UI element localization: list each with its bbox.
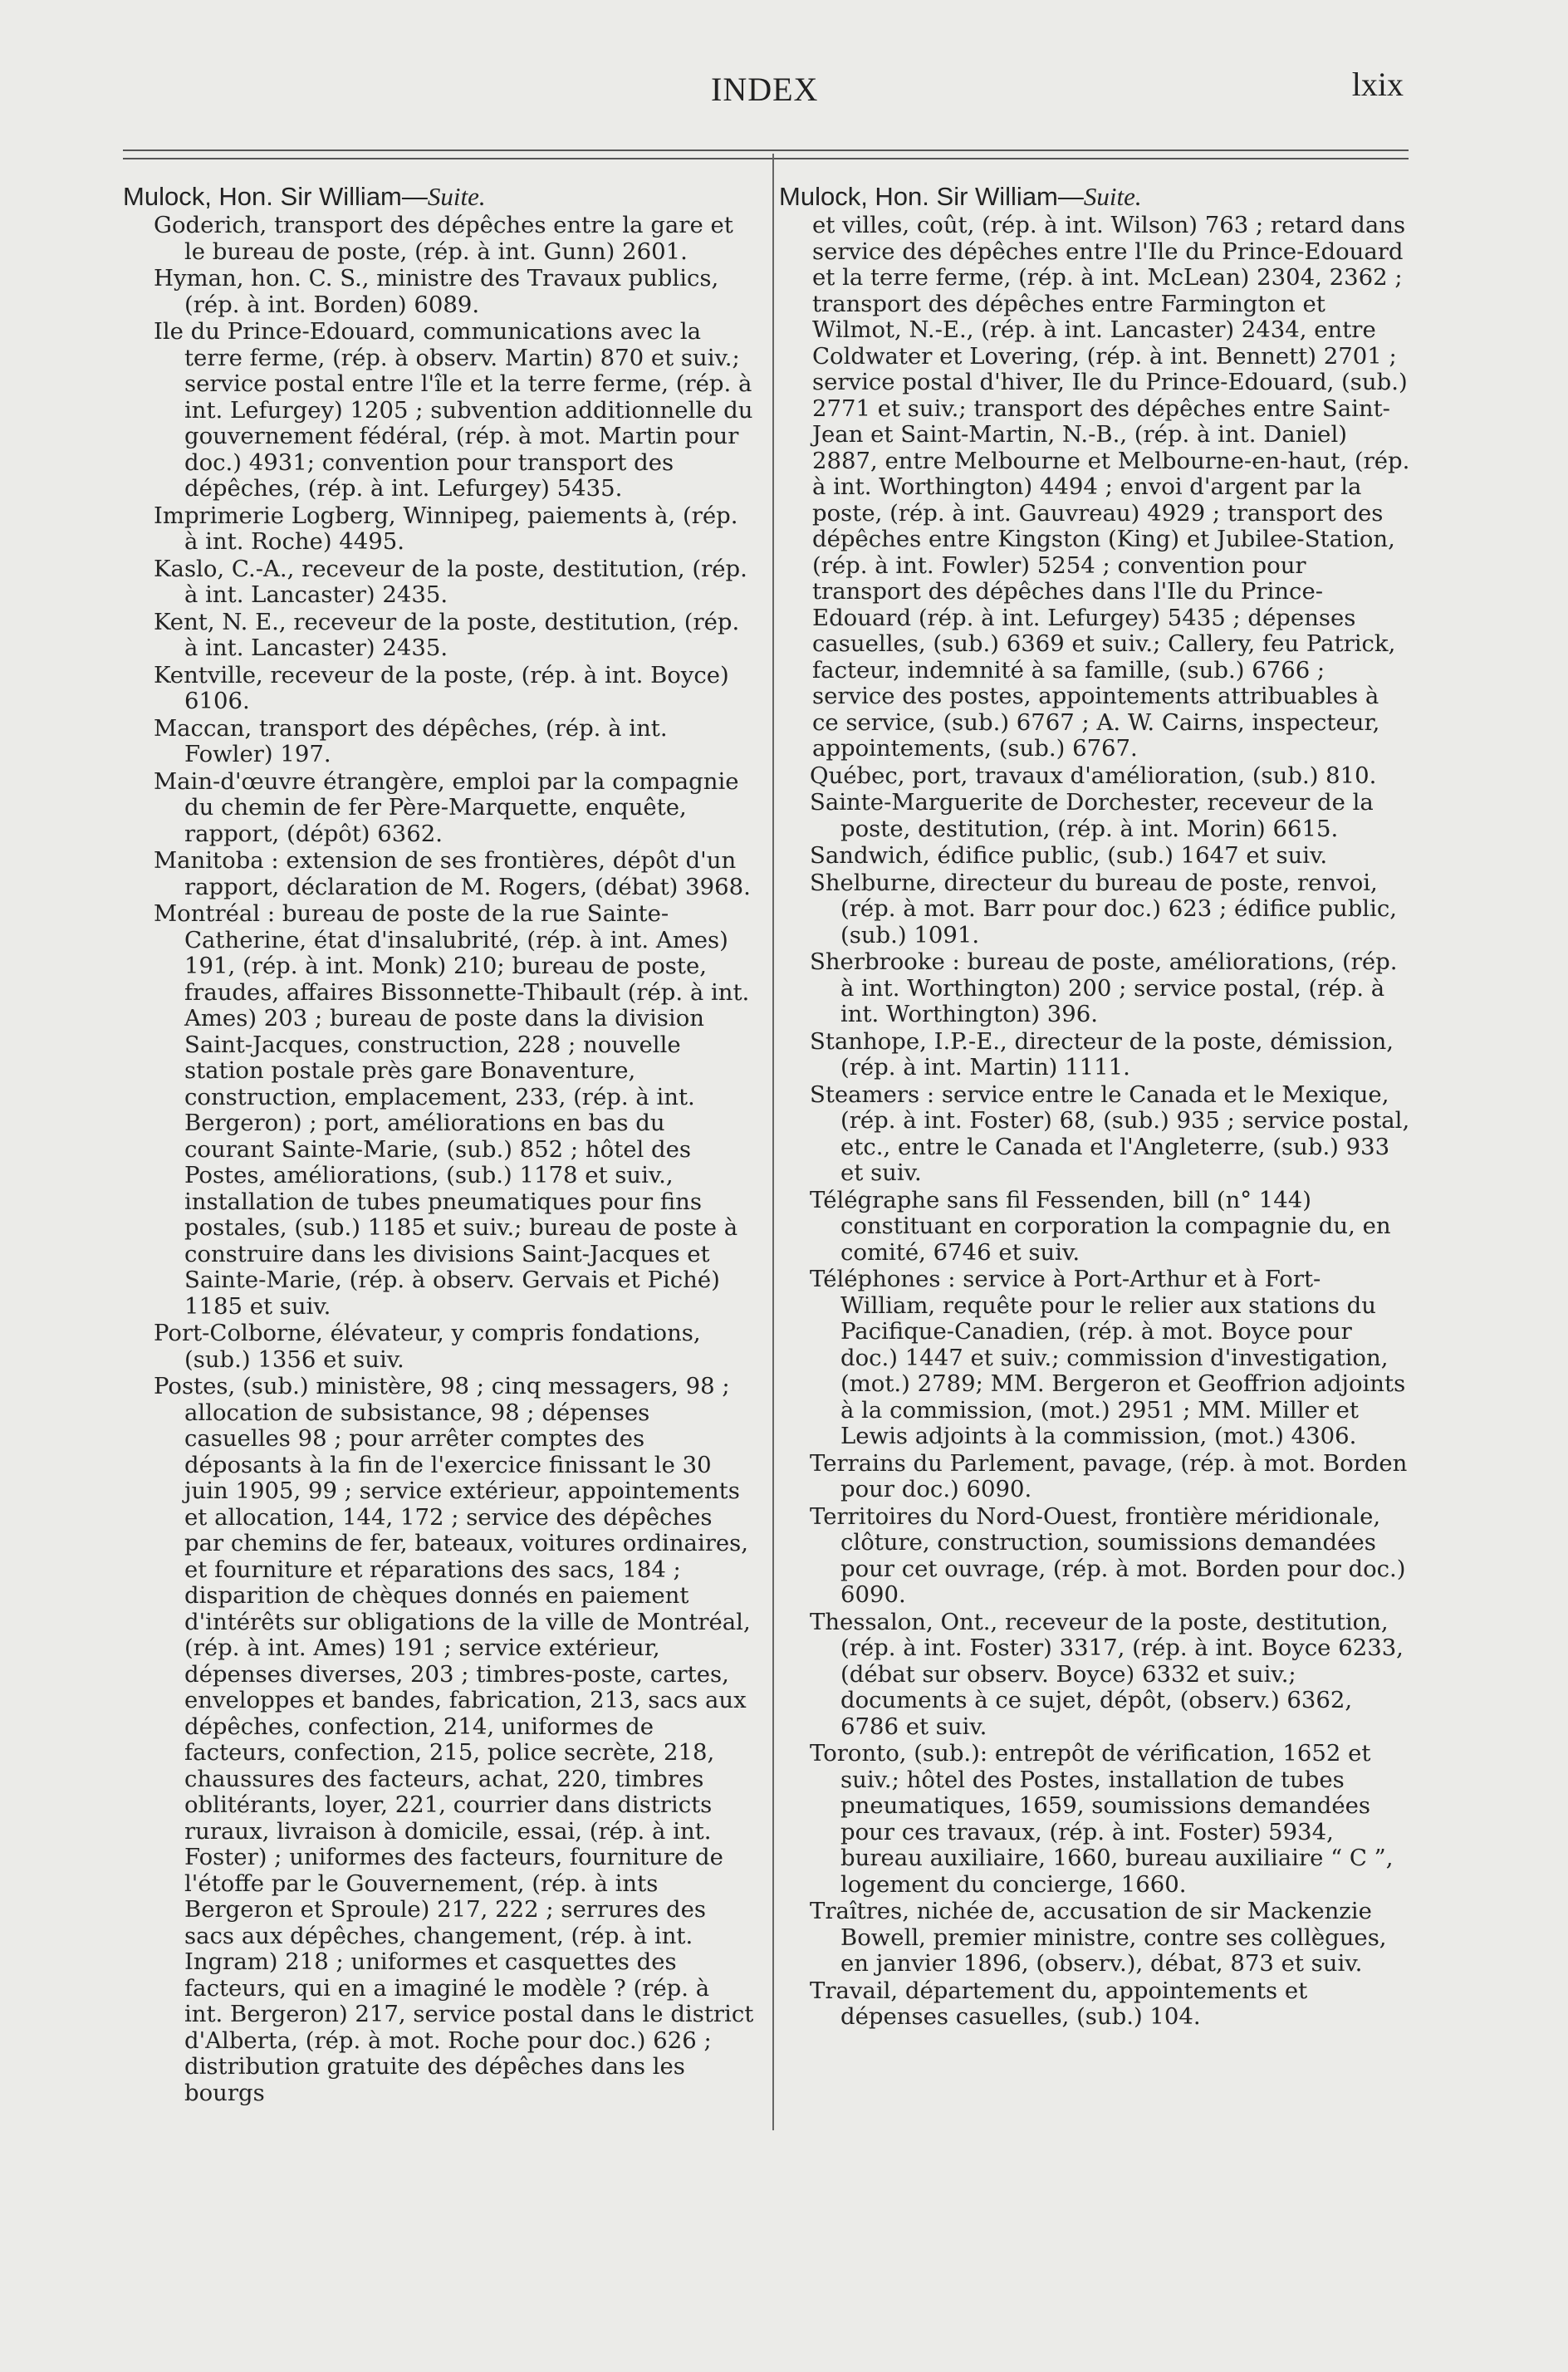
- index-entry: Hyman, hon. C. S., ministre des Travaux publics, (rép. à int. Borden) 6089.: [154, 265, 719, 318]
- index-entry: Stanhope, I.P.-E., directeur de la poste, démission, (rép. à int. Martin) 1111.: [810, 1027, 1394, 1081]
- index-entry: Sandwich, édifice public, (sub.) 1647 et suiv.: [810, 842, 1328, 869]
- heading-name: Mulock, Hon. Sir William—: [779, 182, 1084, 211]
- index-entry: Ile du Prince-Edouard, communications avec la terre ferme, (rép. à observ. Martin) 870 et suiv.; service postal entre l'île et la terre ferme, (rép. à int. Lefurgey) 1205 ; subvention additionnelle du gouvernement fédéral, (rép. à mot. Martin pour doc.) 4931; convention pour transport des dépêches, (rép. à int. Lefurgey) 5435.: [154, 318, 753, 502]
- right-column: [779, 183, 1410, 2031]
- index-entry: Traîtres, nichée de, accusation de sir Mackenzie Bowell, premier ministre, contre ses collègues, en janvier 1896, (observ.), débat, 873 et suiv.: [810, 1898, 1387, 1977]
- header-rule-top: [123, 149, 1409, 151]
- heading-suite: Suite.: [427, 182, 486, 211]
- index-entry: Port-Colborne, élévateur, y compris fondations, (sub.) 1356 et suiv.: [154, 1320, 701, 1373]
- index-entry-continuation: et villes, coût, (rép. à int. Wilson) 763 ; retard dans service des dépêches entre l'Ile du Prince-Edouard et la terre ferme, (rép. à int. McLean) 2304, 2362 ; transport des dépêches entre Farmington et Wilmot, N.-E., (rép. à int. Lancaster) 2434, entre Coldwater et Lovering, (rép. à int. Bennett) 2701 ; service postal d'hiver, Ile du Prince-Edouard, (sub.) 2771 et suiv.; transport des dépêches entre Saint-Jean et Saint-Martin, N.-B., (rép. à int. Daniel) 2887, entre Melbourne et Melbourne-en-haut, (rép. à int. Worthington) 4494 ; envoi d'argent par la poste, (rép. à int. Gauvreau) 4929 ; transport des dépêches entre Kingston (King) et Jubilee-Station, (rép. à int. Fowler) 5254 ; convention pour transport des dépêches dans l'Ile du Prince-Edouard (rép. à int. Lefurgey) 5435 ; dépenses casuelles, (sub.) 6369 et suiv.; Callery, feu Patrick, facteur, indemnité à sa famille, (sub.) 6766 ; service des postes, appointements attribuables à ce service, (sub.) 6767 ; A. W. Cairns, inspecteur, appointements, (sub.) 6767.: [812, 212, 1410, 762]
- page-number: lxix: [1351, 66, 1404, 103]
- header-rule-bottom: [123, 158, 1409, 159]
- index-entry: Terrains du Parlement, pavage, (rép. à mot. Borden pour doc.) 6090.: [810, 1449, 1408, 1502]
- index-entry: Sainte-Marguerite de Dorchester, receveur de la poste, destitution, (rép. à int. Morin) 6615.: [810, 789, 1374, 842]
- heading-suite: Suite.: [1083, 182, 1142, 211]
- index-entry: Goderich, transport des dépêches entre la gare et le bureau de poste, (rép. à int. Gunn) 2601.: [154, 212, 733, 265]
- index-entry: Thessalon, Ont., receveur de la poste, destitution, (rép. à int. Foster) 3317, (rép. à int. Boyce 6233, (débat sur observ. Boyce) 6332 et suiv.; documents à ce sujet, dépôt, (observ.) 6362, 6786 et suiv.: [810, 1608, 1404, 1740]
- column-divider: [772, 154, 774, 2130]
- heading-name: Mulock, Hon. Sir William—: [123, 182, 428, 211]
- index-entry: Shelburne, directeur du bureau de poste, renvoi, (rép. à mot. Barr pour doc.) 623 ; édifice public, (sub.) 1091.: [810, 869, 1398, 948]
- index-entry: Main-d'œuvre étrangère, emploi par la compagnie du chemin de fer Père-Marquette, enquête, rapport, (dépôt) 6362.: [154, 767, 739, 847]
- index-entry: Postes, (sub.) ministère, 98 ; cinq messagers, 98 ; allocation de subsistance, 98 ; dépenses casuelles 98 ; pour arrêter comptes des déposants à la fin de l'exercice finissant le 30 juin 1905, 99 ; service extérieur, appointements et allocation, 144, 172 ; service des dépêches par chemins de fer, bateaux, voitures ordinaires, et fourniture et réparations des sacs, 184 ; disparition de chèques donnés en paiement d'intérêts sur obligations de la ville de Montréal, (rép. à int. Ames) 191 ; service extérieur, dépenses diverses, 203 ; timbres-poste, cartes, enveloppes et bandes, fabrication, 213, sacs aux dépêches, confection, 214, uniformes de facteurs, confection, 215, police secrète, 218, chaussures des facteurs, achat, 220, timbres oblitérants, loyer, 221, courrier dans districts ruraux, livraison à domicile, essai, (rép. à int. Foster) ; uniformes des facteurs, fourniture de l'étoffe par le Gouvernement, (rép. à ints Bergeron et Sproule) 217, 222 ; serrures des sacs aux dépêches, changement, (rép. à int. Ingram) 218 ; uniformes et casquettes des facteurs, qui en a imaginé le modèle ? (rép. à int. Bergeron) 217, service postal dans le district d'Alberta, (rép. à mot. Roche pour doc.) 626 ; distribution gratuite des dépêches dans les bourgs: [154, 1373, 754, 2106]
- column-heading: [779, 183, 1410, 211]
- index-entry: Steamers : service entre le Canada et le Mexique, (rép. à int. Foster) 68, (sub.) 935 ; service postal, etc., entre le Canada et l'Angleterre, (sub.) 933 et suiv.: [810, 1081, 1410, 1186]
- index-entry: Travail, département du, appointements et dépenses casuelles, (sub.) 104.: [810, 1977, 1308, 2030]
- index-entry: Toronto, (sub.): entrepôt de vérification, 1652 et suiv.; hôtel des Postes, installation de tubes pneumatiques, 1659, soumissions demandées pour ces travaux, (rép. à int. Foster) 5934, bureau auxiliaire, 1660, bureau auxiliaire “ C ”, logement du concierge, 1660.: [810, 1740, 1394, 1898]
- index-entry: Kaslo, C.-A., receveur de la poste, destitution, (rép. à int. Lancaster) 2435.: [154, 555, 747, 608]
- index-entry: Sherbrooke : bureau de poste, améliorations, (rép. à int. Worthington) 200 ; service postal, (rép. à int. Worthington) 396.: [810, 948, 1398, 1027]
- index-entry: Imprimerie Logberg, Winnipeg, paiements à, (rép. à int. Roche) 4495.: [154, 502, 738, 555]
- index-entry: Maccan, transport des dépêches, (rép. à int. Fowler) 197.: [154, 714, 668, 767]
- page-title: INDEX: [711, 71, 819, 108]
- index-entry: Montréal : bureau de poste de la rue Sainte-Catherine, état d'insalubrité, (rép. à int. Ames) 191, (rép. à int. Monk) 210; bureau de poste, fraudes, affaires Bissonnette-Thibault (rép. à int. Ames) 203 ; bureau de poste dans la division Saint-Jacques, construction, 228 ; nouvelle station postale près gare Bonaventure, construction, emplacement, 233, (rép. à int. Bergeron) ; port, améliorations en bas du courant Sainte-Marie, (sub.) 852 ; hôtel des Postes, améliorations, (sub.) 1178 et suiv., installation de tubes pneumatiques pour fins postales, (sub.) 1185 et suiv.; bureau de poste à construire dans les divisions Saint-Jacques et Sainte-Marie, (rép. à observ. Gervais et Piché) 1185 et suiv.: [154, 900, 750, 1320]
- column-heading: [123, 183, 754, 211]
- index-entry: Télégraphe sans fil Fessenden, bill (n° 144) constituant en corporation la compagnie du, en comité, 6746 et suiv.: [810, 1186, 1391, 1266]
- index-entry: Kentville, receveur de la poste, (rép. à int. Boyce) 6106.: [154, 661, 729, 714]
- index-entry: Québec, port, travaux d'amélioration, (sub.) 810.: [810, 762, 1377, 789]
- left-column: [123, 183, 754, 2107]
- index-entry: Manitoba : extension de ses frontières, dépôt d'un rapport, déclaration de M. Rogers, (débat) 3968.: [154, 847, 751, 900]
- index-entry: Kent, N. E., receveur de la poste, destitution, (rép. à int. Lancaster) 2435.: [154, 608, 740, 661]
- index-entry: Téléphones : service à Port-Arthur et à Fort-William, requête pour le relier aux stations du Pacifique-Canadien, (rép. à mot. Boyce pour doc.) 1447 et suiv.; commission d'investigation, (mot.) 2789; MM. Bergeron et Geoffrion adjoints à la commission, (mot.) 2951 ; MM. Miller et Lewis adjoints à la commission, (mot.) 4306.: [810, 1266, 1406, 1449]
- index-entry: Territoires du Nord-Ouest, frontière méridionale, clôture, construction, soumissions demandées pour cet ouvrage, (rép. à mot. Borden pour doc.) 6090.: [810, 1502, 1406, 1608]
